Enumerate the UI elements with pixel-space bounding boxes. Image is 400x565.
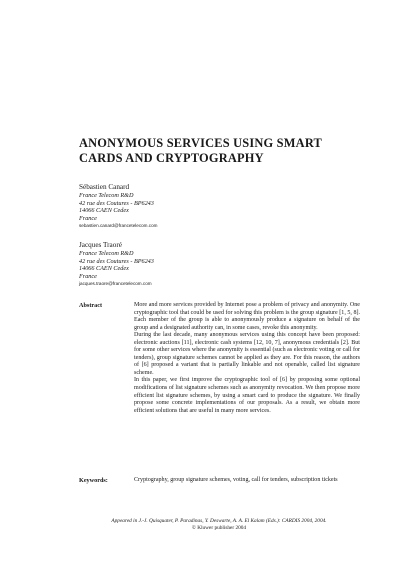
paper-title: ANONYMOUS SERVICES USING SMART CARDS AND CRYPTOGRAPHY (79, 136, 322, 165)
author-affiliation-line: France (79, 272, 97, 280)
author-affiliation-line: 14066 CAEN Cedex (79, 265, 129, 273)
author-affiliation-line: 42 rue des Coutures - BP6243 (79, 257, 154, 265)
author-name: Jacques Traoré (79, 241, 122, 249)
author-affiliation-line: France Telecom R&D (79, 250, 134, 257)
copyright-note: © Kluwer publisher 2004 (191, 524, 247, 531)
author-affiliation-line: 42 rue des Coutures - BP6243 (79, 199, 154, 207)
author-block (79, 241, 339, 288)
author-email: sebastien.canard@francetelecom.com (79, 223, 158, 229)
author-email: jacques.traore@francetelecom.com (79, 281, 152, 287)
author-affiliation-line: 14066 CAEN Cedex (79, 207, 129, 215)
author-affiliation-line: France Telecom R&D (79, 192, 134, 199)
author-block (79, 183, 339, 230)
abstract-paragraph: During the last decade, many anonymous services using this concept have been proposed: electronic auctions [11], electronic cash systems [12, 10, 7], anonymous credentials [2]. But for some other services where the anonymity is essential (such as electronic voting or call for tenders), group signature schemes cannot be applied as they are. For this reason, the authors of [6] proposed a variant that is partially linkable and not openable, called list signature scheme. (134, 332, 360, 376)
abstract-paragraph: In this paper, we first improve the cryptographic tool of [6] by proposing some optional modifications of list signature schemes such as anonymity revocation. We then propose more efficient list signature schemes, by using a smart card to produce the signature. We finally propose some concrete implementations of our proposals. As a result, we obtain more efficient solutions that are useful in many more services. (134, 377, 360, 414)
abstract-label: Abstract (79, 302, 103, 309)
keywords-text: Cryptography, group signature schemes, voting, call for tenders, subscription tickets (134, 477, 338, 483)
publication-note: Appeared in J.-J. Quisquater, P. Paradinas, Y. Deswarte, A. A. El Kalam (Eds.): CARDIS 2004, 2004. (111, 518, 327, 524)
publication-footer (79, 518, 359, 531)
author-name: Sébastien Canard (79, 183, 130, 191)
keywords-label: Keywords: (79, 477, 108, 484)
abstract-paragraph: More and more services provided by Internet pose a problem of privacy and anonymity. One cryptographic tool that could be used for solving this problem is the group signature [1, 5, 8]. Each member of the group is able to anonymously produce a signature on behalf of the group and a designated authority can, in some cases, revoke this anonymity. (134, 302, 360, 331)
author-affiliation-line: France (79, 214, 97, 222)
abstract-body (134, 302, 360, 415)
